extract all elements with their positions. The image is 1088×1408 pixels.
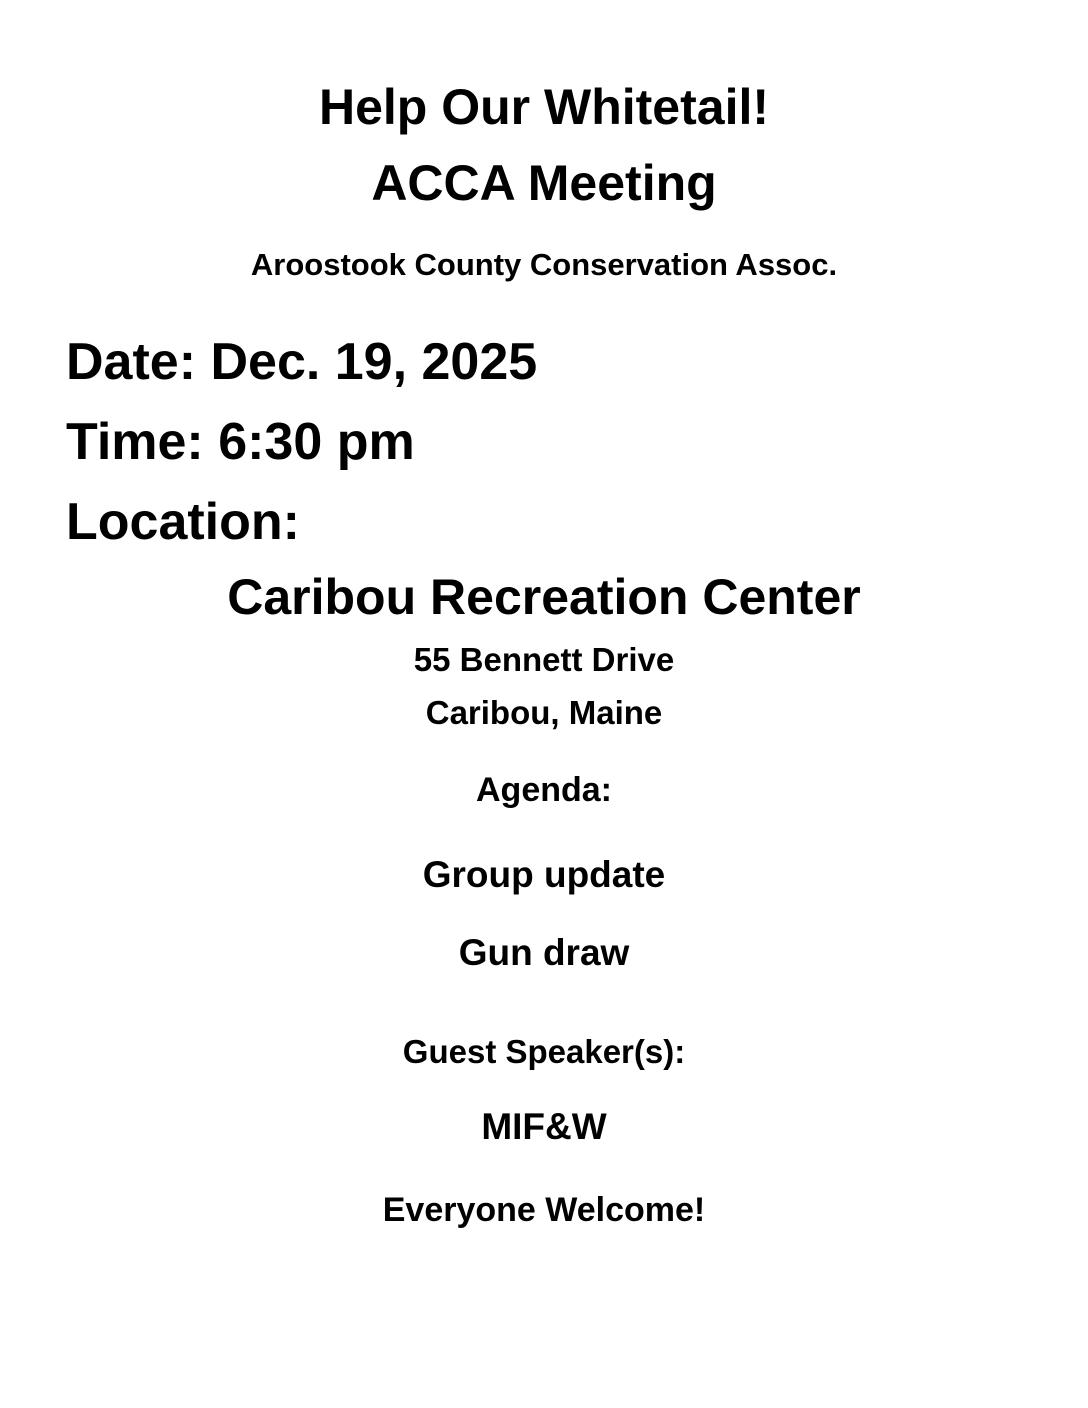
agenda-item: Group update — [422, 854, 666, 895]
location-label: Location: — [66, 493, 300, 551]
organization-name: Aroostook County Conservation Assoc. — [250, 247, 838, 282]
guest-speaker: MIF&W — [481, 1106, 607, 1147]
flyer-title: Help Our Whitetail! — [319, 79, 769, 135]
venue-city: Caribou, Maine — [425, 694, 663, 731]
agenda-item: Gun draw — [458, 932, 630, 973]
meeting-time: Time: 6:30 pm — [66, 413, 415, 471]
welcome-message: Everyone Welcome! — [382, 1191, 706, 1229]
venue-street: 55 Bennett Drive — [413, 641, 675, 678]
meeting-date: Date: Dec. 19, 2025 — [66, 333, 538, 391]
meeting-title: ACCA Meeting — [371, 155, 717, 211]
guest-speakers-heading: Guest Speaker(s): — [402, 1033, 686, 1070]
agenda-heading: Agenda: — [476, 771, 612, 809]
venue-name: Caribou Recreation Center — [227, 569, 861, 625]
